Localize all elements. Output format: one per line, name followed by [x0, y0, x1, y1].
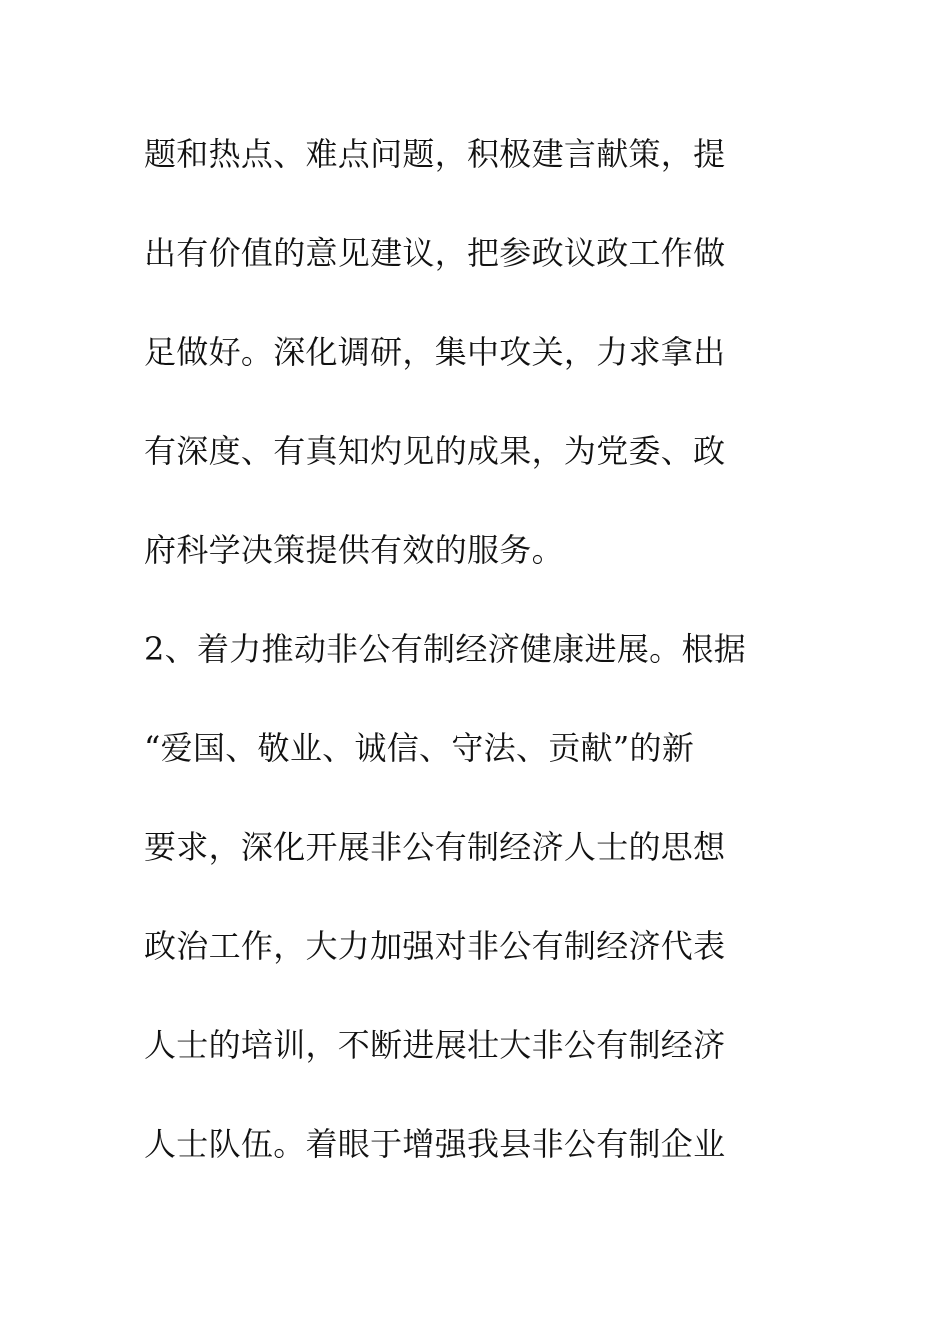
- text-line-3: 足做好。深化调研，集中攻关，力求拿出: [144, 333, 726, 371]
- text-line-10: 人士的培训，不断进展壮大非公有制经济: [144, 1026, 726, 1064]
- text-line-1: 题和热点、难点问题，积极建言献策，提: [144, 135, 726, 173]
- text-line-5: 府科学决策提供有效的服务。: [144, 531, 564, 569]
- text-line-2: 出有价值的意见建议，把参政议政工作做: [144, 234, 726, 272]
- text-line-11: 人士队伍。着眼于增强我县非公有制企业: [144, 1125, 726, 1163]
- text-line-7: “爱国、敬业、诚信、守法、贡献”的新: [144, 729, 695, 767]
- text-line-4: 有深度、有真知灼见的成果，为党委、政: [144, 432, 726, 470]
- text-line-8: 要求，深化开展非公有制经济人士的思想: [144, 828, 726, 866]
- text-line-9: 政治工作，大力加强对非公有制经济代表: [144, 927, 726, 965]
- text-line-6: 2、着力推动非公有制经济健康进展。根据: [144, 630, 747, 668]
